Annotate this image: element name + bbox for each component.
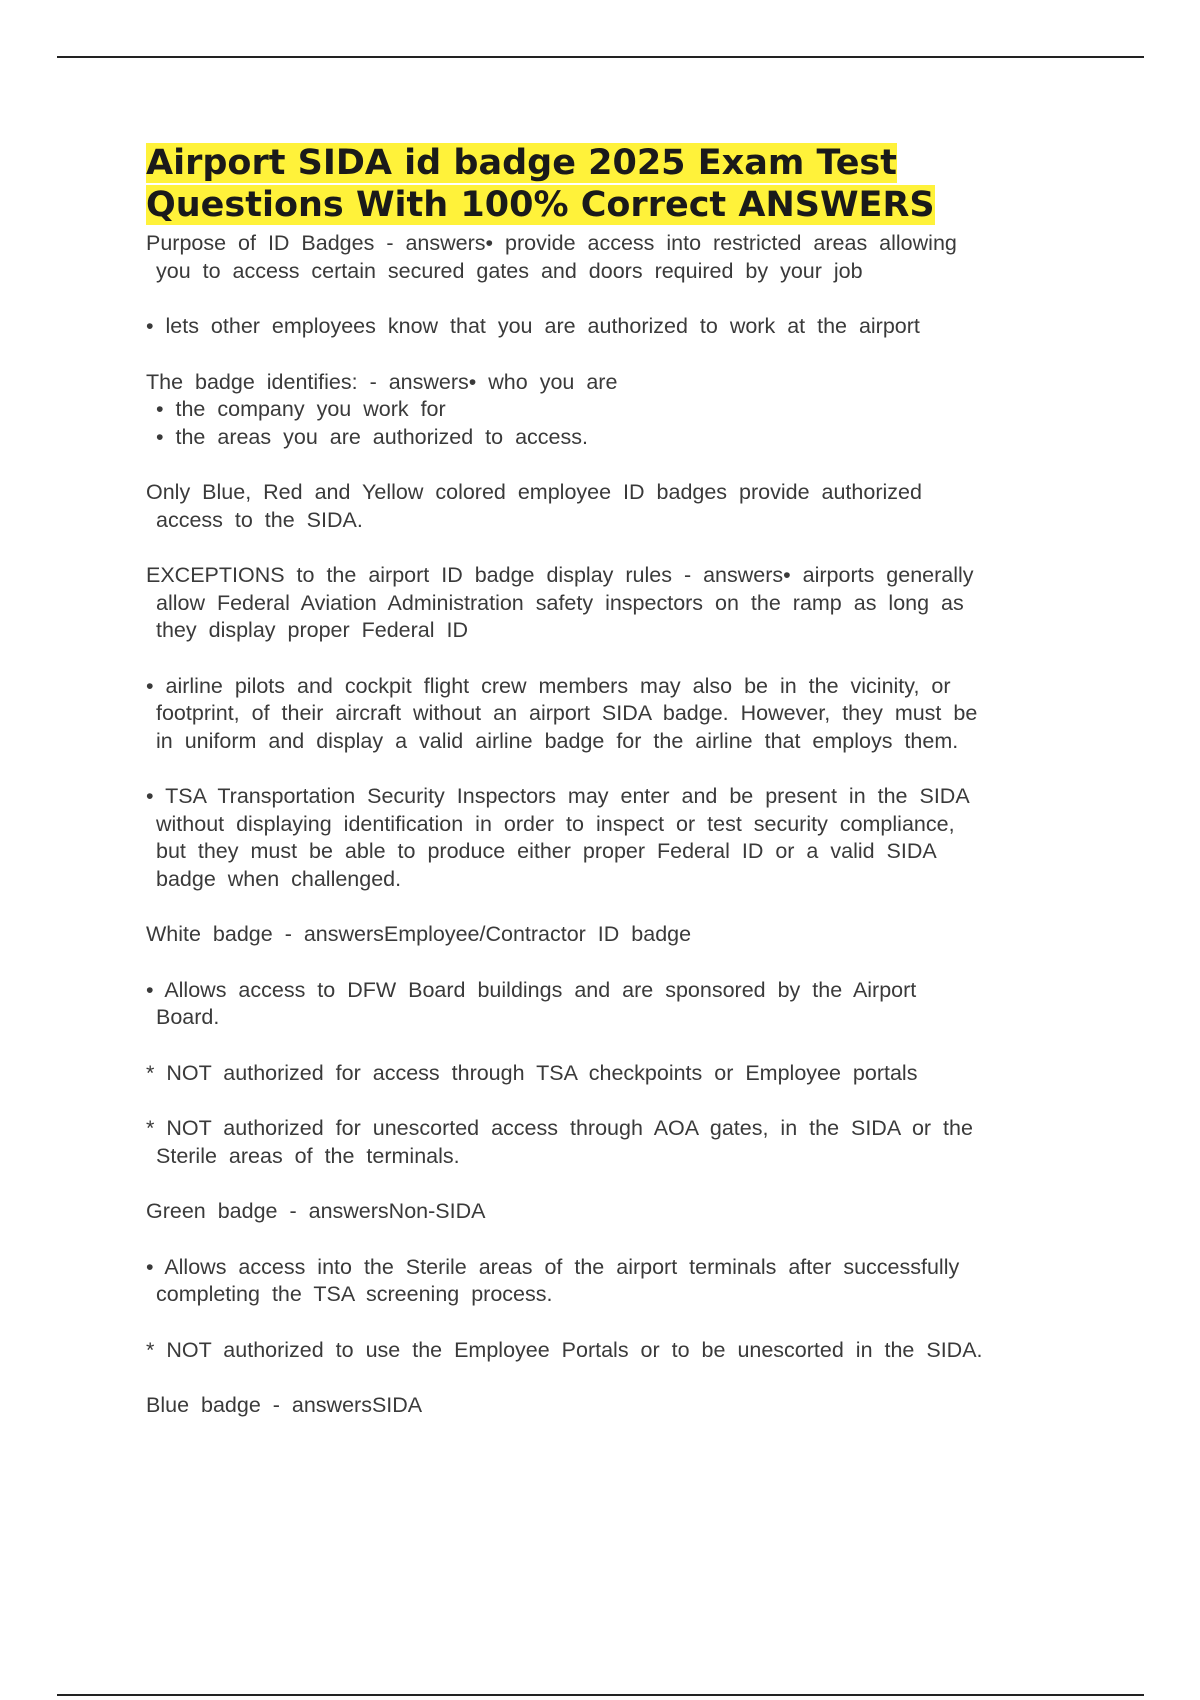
paragraph xyxy=(146,1254,1086,1309)
paragraph-line: in uniform and display a valid airline badge for the airline that employs them. xyxy=(156,728,959,753)
paragraph xyxy=(146,1060,1086,1088)
paragraph-list xyxy=(146,230,1086,1420)
paragraph-line: EXCEPTIONS to the airport ID badge display rules - answers• airports generally xyxy=(146,563,974,587)
paragraph-line: without displaying identification in order to inspect or test security compliance, xyxy=(156,811,955,836)
paragraph-line: • TSA Transportation Security Inspectors may enter and be present in the SIDA xyxy=(146,784,970,808)
paragraph-line: White badge - answersEmployee/Contractor ID badge xyxy=(146,922,692,946)
paragraph-line: badge when challenged. xyxy=(156,866,402,891)
paragraph xyxy=(146,977,1086,1032)
paragraph xyxy=(146,921,1086,949)
top-rule xyxy=(57,56,1144,58)
bottom-rule xyxy=(57,1694,1144,1696)
paragraph xyxy=(146,562,1086,645)
paragraph-line: Purpose of ID Badges - answers• provide access into restricted areas allowing xyxy=(146,231,957,255)
paragraph-line: * NOT authorized for access through TSA checkpoints or Employee portals xyxy=(146,1060,918,1085)
paragraph-line: but they must be able to produce either proper Federal ID or a valid SIDA xyxy=(156,839,937,863)
title-line-1: Airport SIDA id badge 2025 Exam Test xyxy=(146,143,897,183)
paragraph xyxy=(146,369,1086,452)
paragraph-line: Only Blue, Red and Yellow colored employee ID badges provide authorized xyxy=(146,480,922,504)
paragraph xyxy=(146,1392,1086,1420)
paragraph-line: Board. xyxy=(156,1005,220,1029)
paragraph-line: • Allows access to DFW Board buildings and are sponsored by the Airport xyxy=(146,977,917,1002)
document-title xyxy=(146,142,1086,226)
paragraph-line: Sterile areas of the terminals. xyxy=(156,1143,460,1168)
paragraph-line: completing the TSA screening process. xyxy=(156,1282,553,1306)
paragraph-line: The badge identifies: - answers• who you are xyxy=(146,369,618,394)
document-body xyxy=(146,142,1086,1420)
paragraph-line: access to the SIDA. xyxy=(156,507,363,532)
paragraph xyxy=(146,230,1086,285)
paragraph-line: Blue badge - answersSIDA xyxy=(146,1393,423,1417)
paragraph xyxy=(146,673,1086,756)
paragraph-line: * NOT authorized for unescorted access through AOA gates, in the SIDA or the xyxy=(146,1116,973,1140)
paragraph-line: Green badge - answersNon-SIDA xyxy=(146,1199,486,1223)
paragraph-line: * NOT authorized to use the Employee Portals or to be unescorted in the SIDA. xyxy=(146,1337,983,1362)
paragraph-line: footprint, of their aircraft without an airport SIDA badge. However, they must be xyxy=(156,701,978,725)
paragraph xyxy=(146,1115,1086,1170)
paragraph-line: allow Federal Aviation Administration safety inspectors on the ramp as long as xyxy=(156,590,964,615)
paragraph xyxy=(146,479,1086,534)
paragraph-line: • Allows access into the Sterile areas of the airport terminals after successfully xyxy=(146,1254,960,1279)
paragraph-line: • the company you work for xyxy=(156,397,446,421)
title-line-2: Questions With 100% Correct ANSWERS xyxy=(146,185,935,225)
paragraph-line: • airline pilots and cockpit flight crew members may also be in the vicinity, or xyxy=(146,673,951,698)
paragraph-line: they display proper Federal ID xyxy=(156,618,469,642)
paragraph-line: • lets other employees know that you are authorized to work at the airport xyxy=(146,314,920,338)
paragraph xyxy=(146,1337,1086,1365)
paragraph xyxy=(146,783,1086,893)
paragraph-line: • the areas you are authorized to access. xyxy=(156,424,588,449)
paragraph-line: you to access certain secured gates and doors required by your job xyxy=(156,258,863,283)
paragraph xyxy=(146,313,1086,341)
paragraph xyxy=(146,1198,1086,1226)
